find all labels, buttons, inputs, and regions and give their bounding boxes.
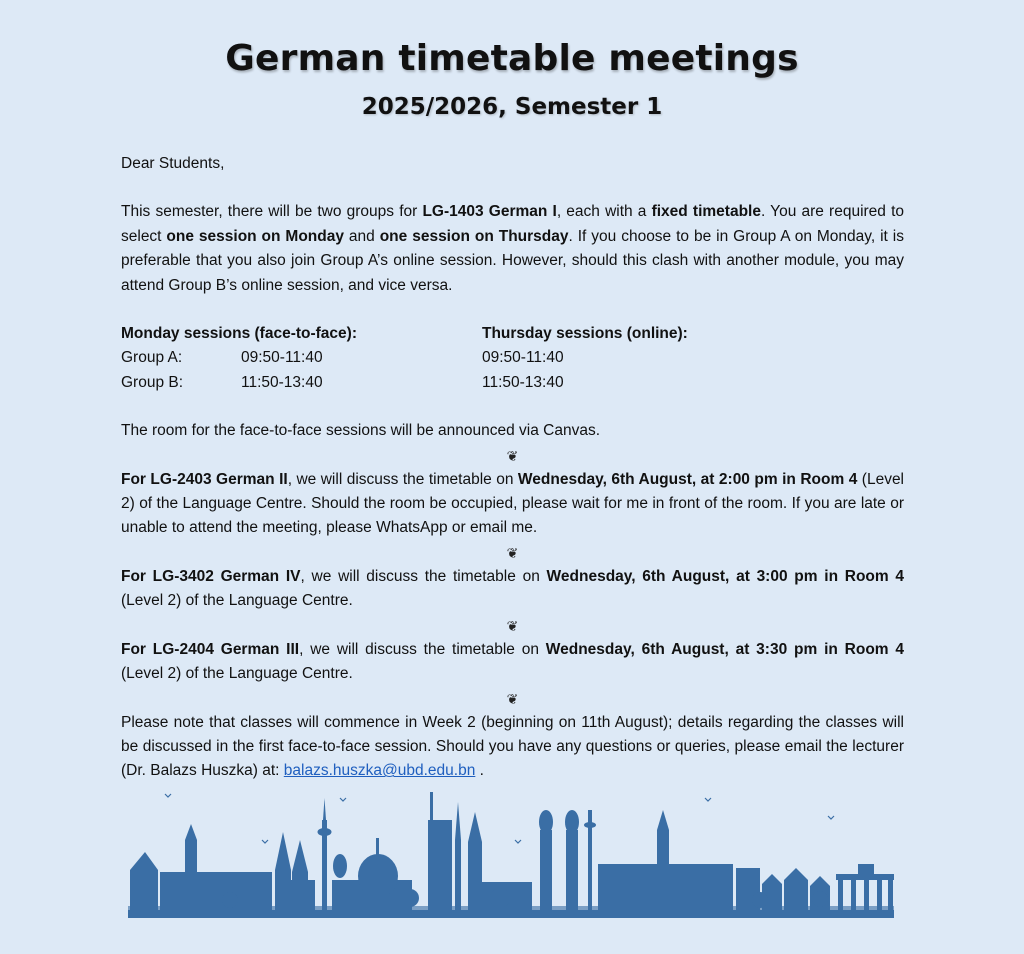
table-row: Group A: 09:50-11:40 (121, 349, 323, 367)
city-skyline-illustration (0, 780, 1024, 930)
table-row: Group B: 11:50-13:40 (121, 373, 323, 391)
monday-sessions (121, 322, 482, 395)
page-subtitle: 2025/2026, Semester 1 (361, 94, 663, 120)
ornament-divider-icon: ❦ (506, 447, 519, 464)
thursday-title: Thursday sessions (online): (482, 325, 688, 343)
ornament-divider-icon: ❦ (506, 544, 519, 561)
monday-title: Monday sessions (face-to-face): (121, 325, 357, 343)
room-note: The room for the face-to-face sessions will be announced via Canvas. (121, 422, 601, 440)
thursday-sessions: Thursday sessions (online): 09:50-11:40 11:50-13:40 (482, 322, 688, 395)
sessions-table (121, 322, 904, 395)
letter-body (121, 152, 904, 784)
lecturer-email-link[interactable]: balazs.huszka@ubd.edu.bn (283, 762, 476, 780)
meeting-german-iii: For LG-2404 German III, we will discuss the timetable on Wednesday, 6th August, at 3:30 pm in Room 4 (Level 2) of the Language Centre. (121, 640, 905, 683)
intro-paragraph: This semester, there will be two groups for LG-1403 German I, each with a fixed timetable. You are required to select one session on Monday and one session on Thursday. If you choose to be in Group A on Monday, it is preferable that you also join Group A’s online session. However, should this clash with another module, you may attend Group B’s online session, and vice versa. (121, 203, 905, 294)
greeting: Dear Students, (121, 155, 225, 172)
page-title: German timetable meetings (225, 38, 799, 79)
meeting-german-ii: For LG-2403 German II, we will discuss the timetable on Wednesday, 6th August, at 2:00 pm in Room 4 (Level 2) of the Language Centre. Should the room be occupied, please wait for me in front of the room. If you are late or unable to attend the meeting, please WhatsApp or email me. (121, 470, 905, 537)
ornament-divider-icon: ❦ (506, 690, 519, 707)
closing-paragraph: Please note that classes will commence in Week 2 (beginning on 11th August); details regarding the classes will be discussed in the first face-to-face session. Should you have any questions or queries, please email the lecturer (Dr. Balazs Huszka) at: balazs.huszka@ubd.edu.bn . (121, 713, 904, 780)
meeting-german-iv: For LG-3402 German IV, we will discuss the timetable on Wednesday, 6th August, at 3:00 pm in Room 4 (Level 2) of the Language Centre. (121, 567, 905, 610)
ornament-divider-icon: ❦ (506, 617, 519, 634)
